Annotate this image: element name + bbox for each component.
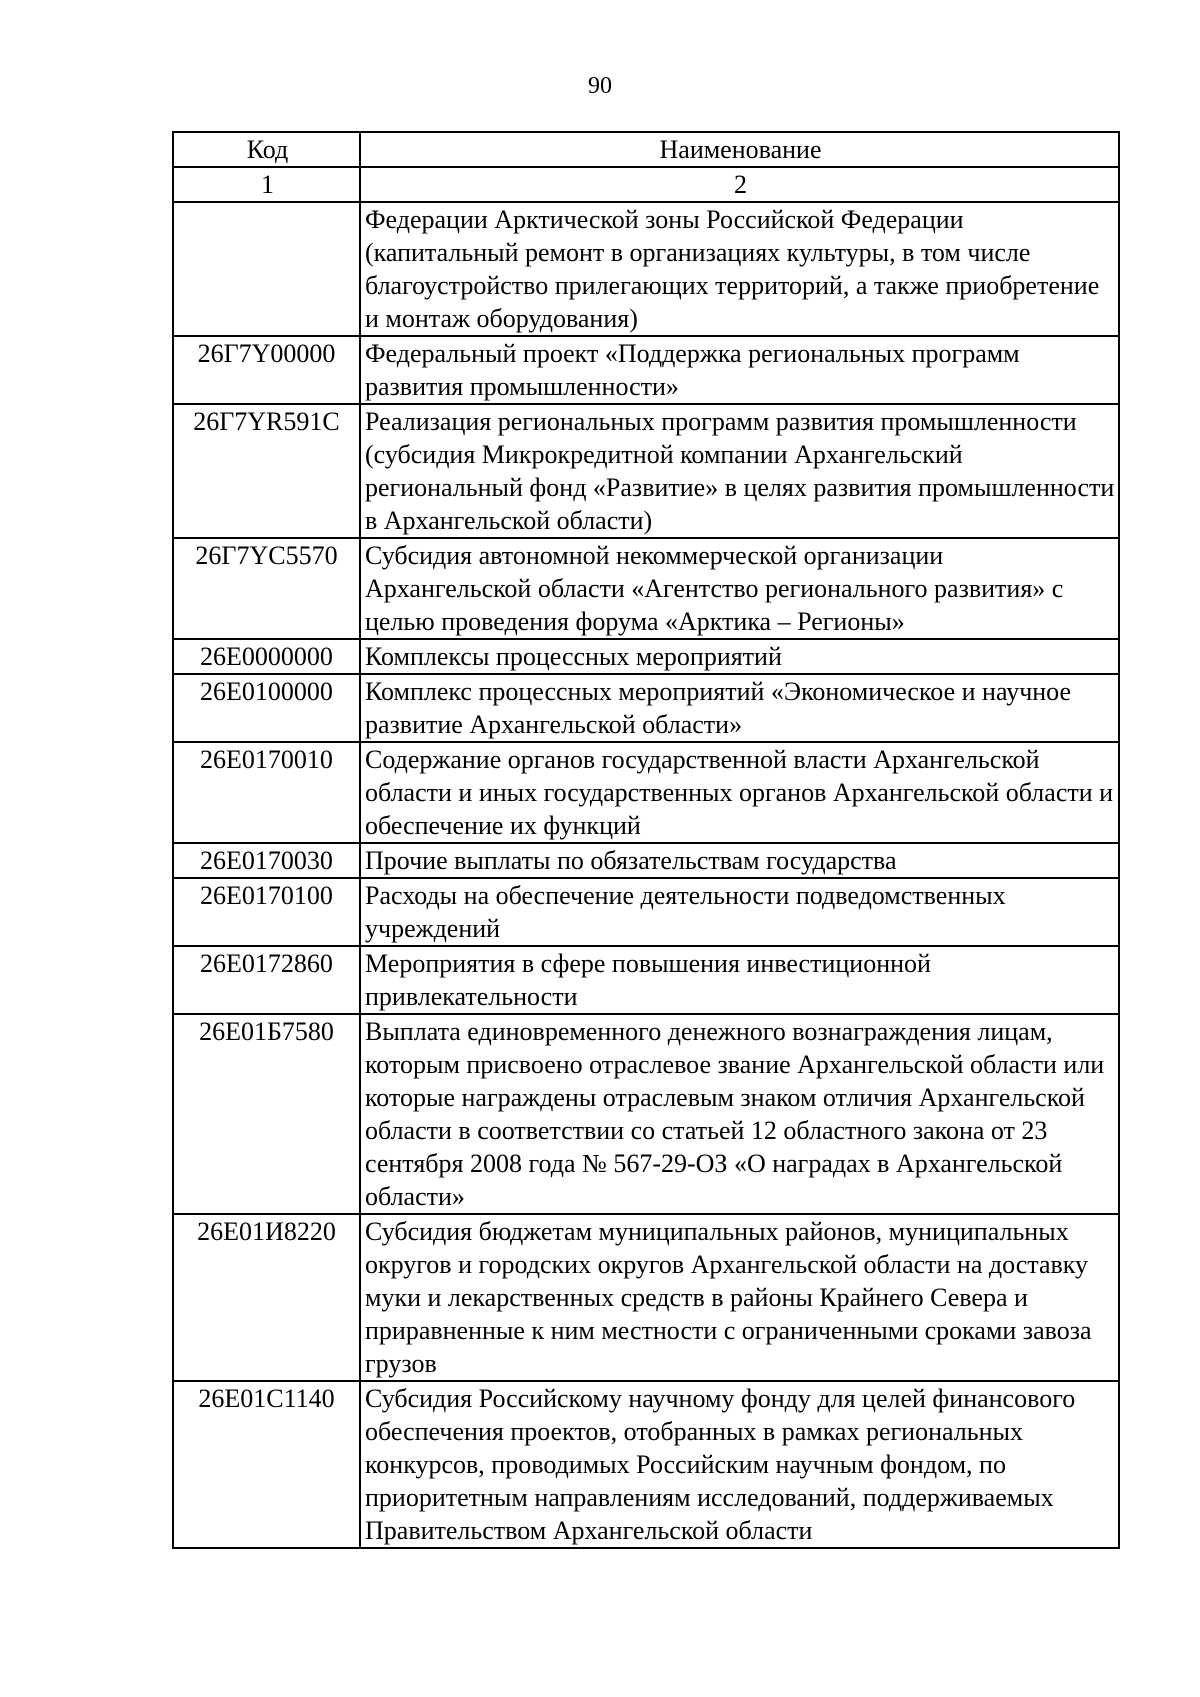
table-row xyxy=(173,202,1119,336)
row-name: Выплата единовременного денежного вознаграждения лицам, которым присвоено отраслевое звание Архангельской области или которые награждены отраслевым знаком отличия Архангельской области в соответствии со статьей 12 областного закона от 23 сентября 2008 года № 567-29-ОЗ «О наградах в Архангельской области» xyxy=(360,1014,1119,1214)
header-row xyxy=(173,132,1119,167)
row-code: 26Е01С1140 xyxy=(173,1381,360,1548)
header-code: Код xyxy=(173,132,360,167)
row-name: Субсидия бюджетам муниципальных районов, муниципальных округов и городских округов Архангельской области на доставку муки и лекарственных средств в районы Крайнего Севера и приравненные к ним местности с ограниченными сроками завоза грузов xyxy=(360,1214,1119,1381)
row-code: 26Е0100000 xyxy=(173,674,360,742)
table-row xyxy=(173,843,1119,878)
row-name: Мероприятия в сфере повышения инвестиционной привлекательности xyxy=(360,946,1119,1014)
column-number-2: 2 xyxy=(360,167,1119,202)
row-code: 26Е0000000 xyxy=(173,639,360,674)
table-row xyxy=(173,674,1119,742)
table-row xyxy=(173,742,1119,843)
header-name: Наименование xyxy=(360,132,1119,167)
row-name: Реализация региональных программ развития промышленности (субсидия Микрокредитной компании Архангельский региональный фонд «Развитие» в целях развития промышленности в Архангельской области) xyxy=(360,404,1119,538)
budget-code-table xyxy=(172,131,1120,1549)
row-code: 26Г7YR591C xyxy=(173,404,360,538)
table-row xyxy=(173,639,1119,674)
row-name: Комплекс процессных мероприятий «Экономическое и научное развитие Архангельской области» xyxy=(360,674,1119,742)
row-name: Субсидия Российскому научному фонду для целей финансового обеспечения проектов, отобранных в рамках региональных конкурсов, проводимых Российским научным фондом, по приоритетным направлениям исследований, поддерживаемых Правительством Архангельской области xyxy=(360,1381,1119,1548)
row-name: Федеральный проект «Поддержка региональных программ развития промышленности» xyxy=(360,336,1119,404)
table-row xyxy=(173,946,1119,1014)
table-row xyxy=(173,1381,1119,1548)
row-name: Федерации Арктической зоны Российской Федерации (капитальный ремонт в организациях культуры, в том числе благоустройство прилегающих территорий, а также приобретение и монтаж оборудования) xyxy=(360,202,1119,336)
row-name: Прочие выплаты по обязательствам государства xyxy=(360,843,1119,878)
row-code: 26Е01И8220 xyxy=(173,1214,360,1381)
table-row xyxy=(173,404,1119,538)
row-code: 26Г7YC5570 xyxy=(173,538,360,639)
table-row xyxy=(173,1214,1119,1381)
row-code: 26Г7Y00000 xyxy=(173,336,360,404)
table-row xyxy=(173,538,1119,639)
row-name: Комплексы процессных мероприятий xyxy=(360,639,1119,674)
column-number-row xyxy=(173,167,1119,202)
table-row xyxy=(173,336,1119,404)
table-row xyxy=(173,878,1119,946)
row-code: 26Е0170100 xyxy=(173,878,360,946)
row-code xyxy=(173,202,360,336)
row-code: 26Е0172860 xyxy=(173,946,360,1014)
row-name: Расходы на обеспечение деятельности подведомственных учреждений xyxy=(360,878,1119,946)
row-code: 26Е0170010 xyxy=(173,742,360,843)
page-number: 90 xyxy=(588,73,612,99)
column-number-1: 1 xyxy=(173,167,360,202)
row-name: Содержание органов государственной власти Архангельской области и иных государственных органов Архангельской области и обеспечение их функций xyxy=(360,742,1119,843)
row-code: 26Е01Б7580 xyxy=(173,1014,360,1214)
row-code: 26Е0170030 xyxy=(173,843,360,878)
table-row xyxy=(173,1014,1119,1214)
row-name: Субсидия автономной некоммерческой организации Архангельской области «Агентство регионального развития» с целью проведения форума «Арктика – Регионы» xyxy=(360,538,1119,639)
